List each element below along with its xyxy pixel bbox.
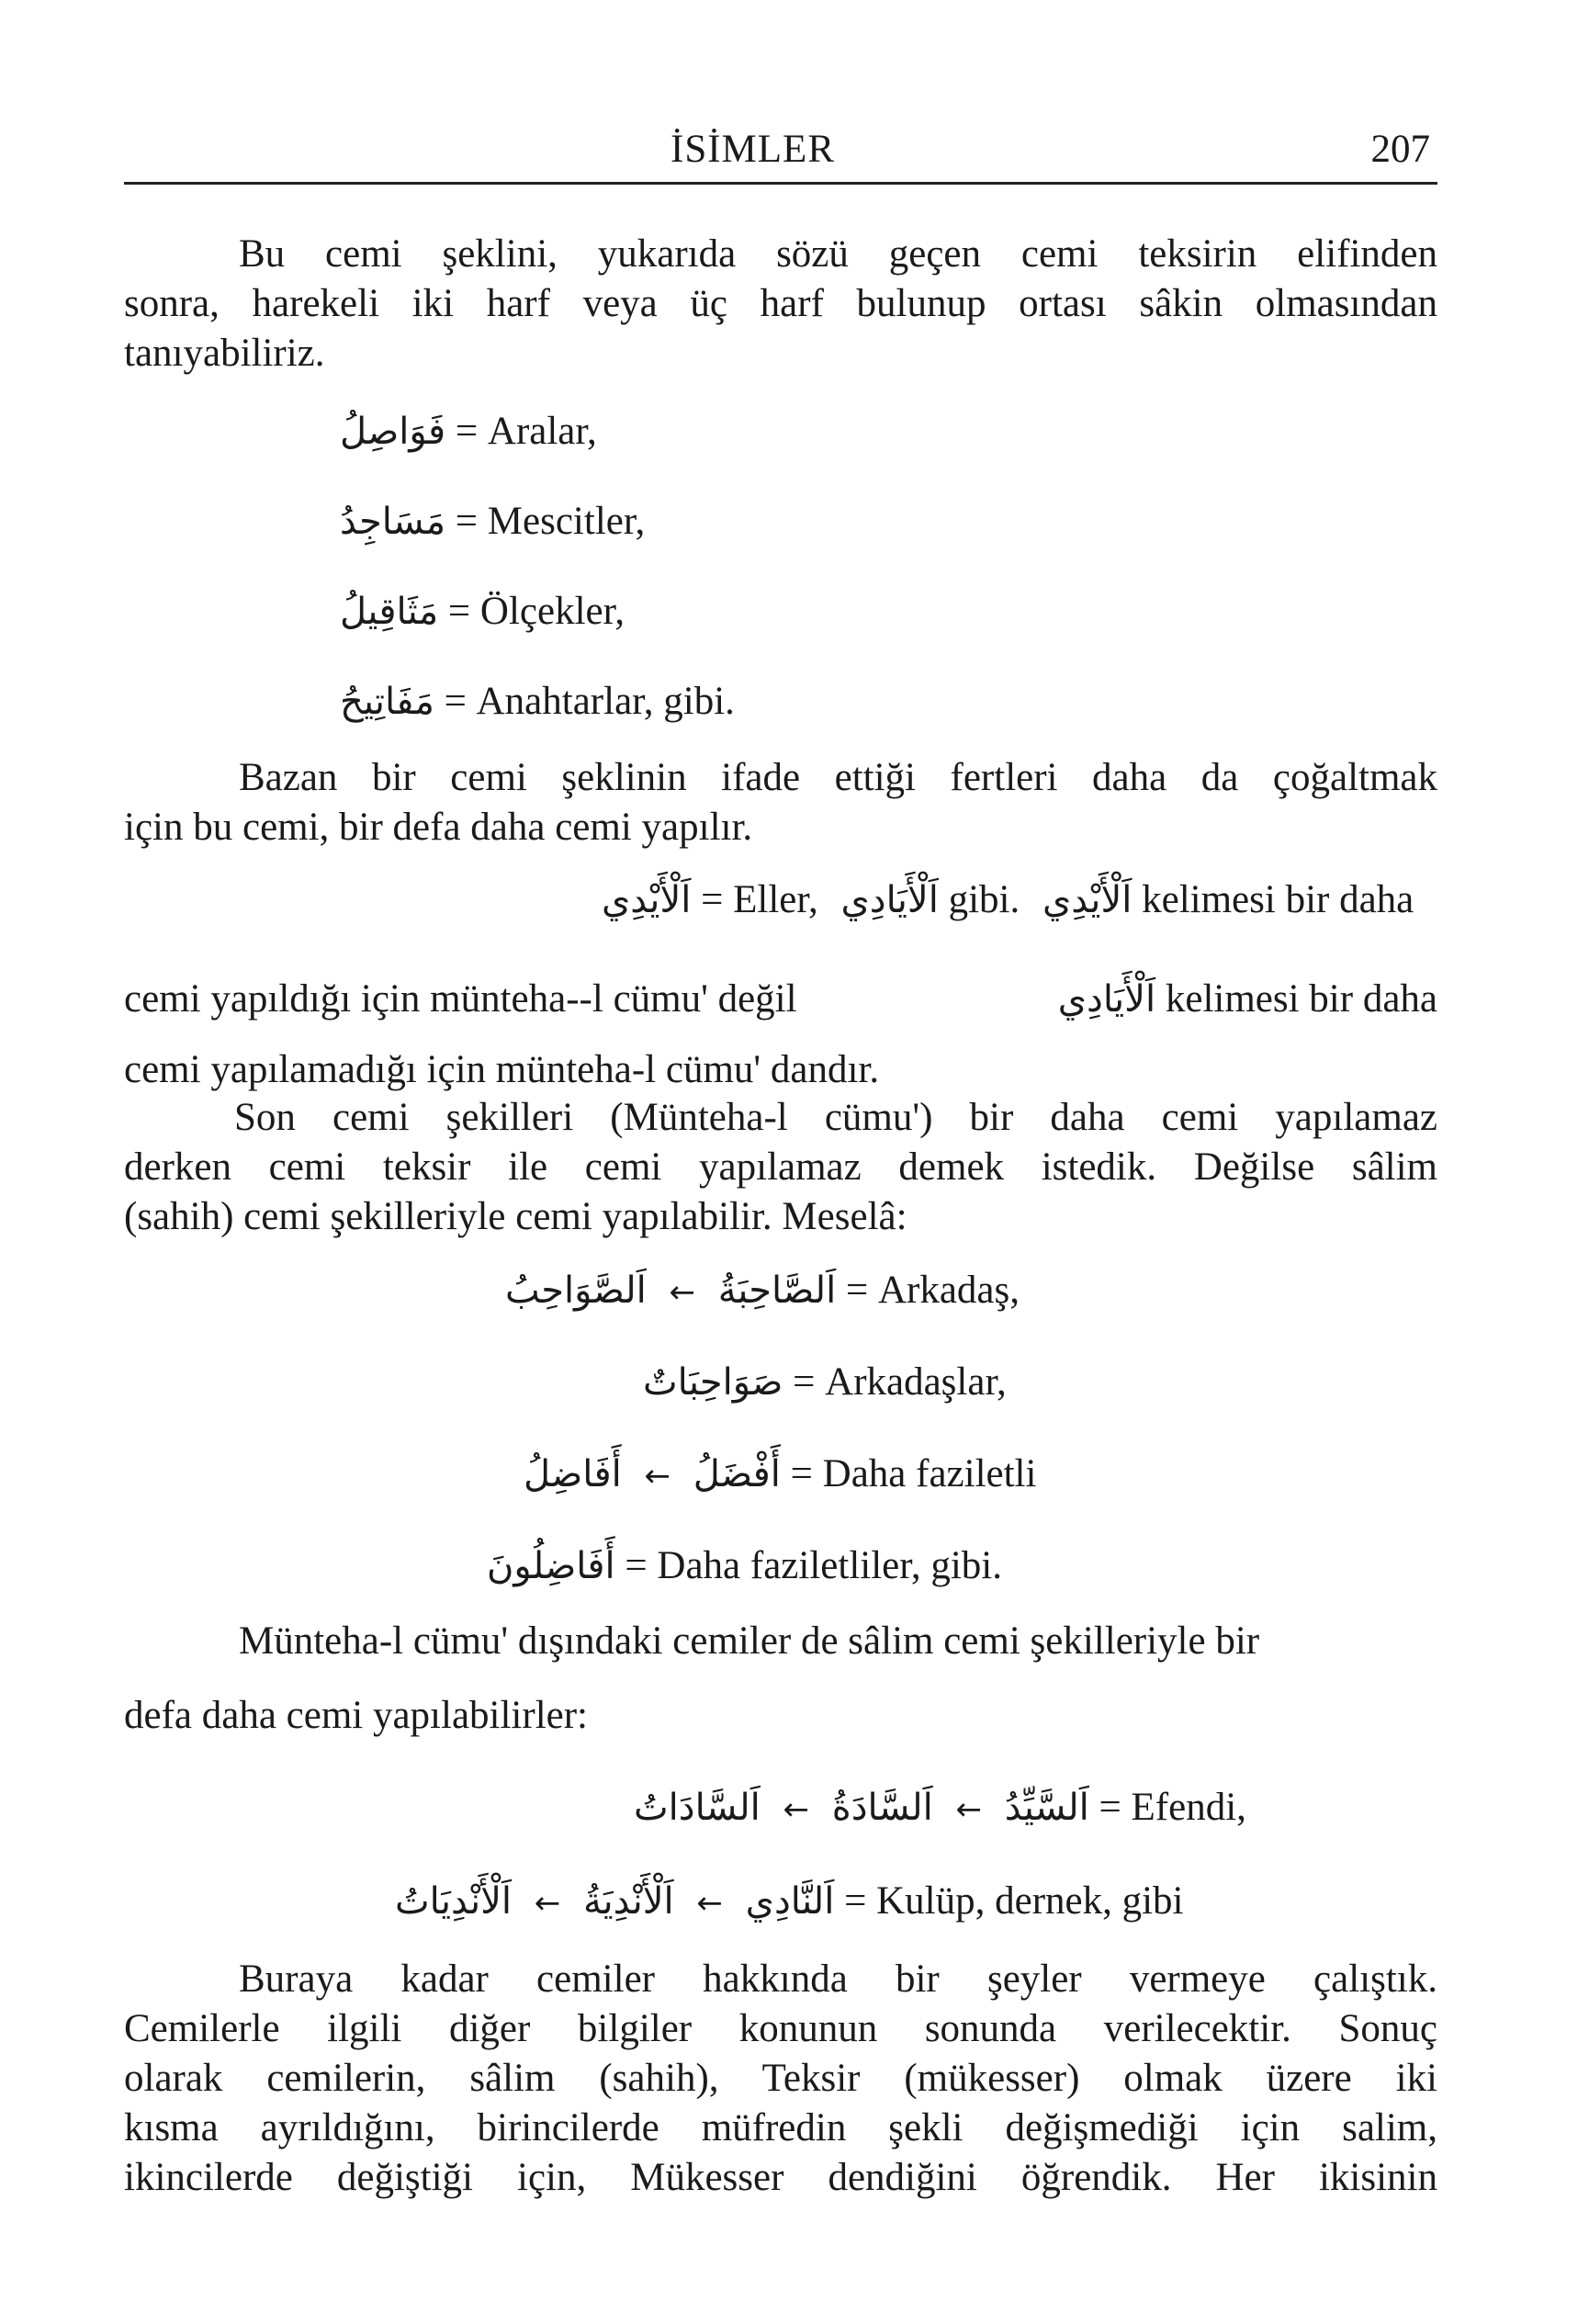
arabic-word: أَفَاضِلُ — [524, 1453, 622, 1495]
arabic-word: اَلسَّيِّدُ — [1004, 1787, 1089, 1829]
arrow-left-icon: ← — [534, 1885, 561, 1922]
text-line: Bazan bir cemi şeklinin ifade ettiği fertleri daha da çoğaltmak — [239, 756, 1437, 799]
translation: = Arkadaşlar, — [793, 1360, 1007, 1404]
text-line: olarak cemilerin, sâlim (sahih), Teksir (mükesser) olmak üzere iki — [124, 2057, 1437, 2100]
text: cemi yapıldığı için münteha--l cümu' değil — [124, 977, 797, 1021]
paragraph-4-line-2: defa daha cemi yapılabilirler: — [124, 1694, 588, 1737]
arabic-word: اَلْأَيَادِي — [840, 879, 939, 921]
translation: = Eller, — [701, 878, 818, 921]
example-arkadas — [505, 1263, 1020, 1320]
translation: = Efendi, — [1099, 1786, 1246, 1829]
line-eller — [602, 873, 1414, 928]
text-line: kısma ayrıldığını, birincilerde müfredin şekli değişmediği için salim, — [124, 2106, 1437, 2149]
text-line: sonra, harekeli iki harf veya üç harf bulunup ortası sâkin olmasından — [124, 282, 1437, 325]
arabic-word: اَلْأَنْدِيَةُ — [583, 1880, 674, 1923]
page-header — [124, 127, 1437, 185]
text-line: için bu cemi, bir defa daha cemi yapılır. — [124, 806, 753, 849]
text: kelimesi bir daha — [1165, 977, 1437, 1021]
translation: = Daha faziletliler, gibi. — [625, 1544, 1002, 1587]
example-faziletliler — [487, 1539, 1002, 1594]
text-line: derken cemi teksir ile cemi yapılamaz demek istedik. Değilse sâlim — [124, 1145, 1437, 1189]
arrow-left-icon: ← — [644, 1458, 671, 1495]
text: Münteha-l cümu' dışındaki cemiler de sâlim cemi şekilleriyle bir — [239, 1619, 1260, 1663]
paragraph-1 — [124, 230, 1437, 378]
line-yapilamadigi: cemi yapılamadığı için münteha-l cümu' dandır. — [124, 1048, 880, 1091]
arabic-word: اَلنَّادِي — [745, 1880, 835, 1923]
chapter-title: İSİMLER — [671, 128, 835, 171]
translation: = Kulüp, dernek, gibi — [844, 1879, 1184, 1923]
arrow-left-icon: ← — [783, 1791, 810, 1828]
paragraph-4-line-1 — [239, 1614, 1437, 1669]
text: gibi. — [948, 878, 1020, 921]
line-muntaha — [124, 972, 1437, 1027]
text-line: Buraya kadar cemiler hakkında bir şeyler vermeye çalıştık. — [239, 1957, 1437, 2001]
example-efendi — [634, 1780, 1246, 1837]
example-kulup — [395, 1874, 1184, 1931]
arabic-word: اَلْأَنْدِيَاتُ — [395, 1880, 513, 1923]
arabic-word: أَفْضَلُ — [693, 1453, 781, 1495]
text-line: Son cemi şekilleri (Münteha-l cümu') bir daha cemi yapılamaz — [234, 1096, 1437, 1139]
arabic-word: اَلسَّادَةُ — [831, 1787, 933, 1829]
translation: = Mescitler, — [455, 500, 646, 543]
arrow-left-icon: ← — [696, 1885, 723, 1922]
arabic-word: أَفَاضِلُونَ — [487, 1545, 615, 1587]
paragraph-5 — [124, 1955, 1437, 2203]
paragraph-2 — [124, 753, 1437, 852]
translation: = Anahtarlar, gibi. — [444, 680, 735, 723]
text-line: Bu cemi şeklini, yukarıda sözü geçen cemi teksirin elifinden — [239, 232, 1437, 276]
arabic-word: فَوَاصِلُ — [340, 411, 446, 453]
translation: = Aralar, — [455, 410, 597, 453]
example-anahtarlar — [340, 674, 735, 729]
text-line: tanıyabiliriz. — [124, 332, 325, 375]
example-arkadaslar — [643, 1355, 1007, 1410]
example-mescitler — [340, 494, 645, 549]
translation: = Ölçekler, — [447, 590, 625, 633]
arabic-word: مَفَاتِيحُ — [340, 681, 434, 723]
arabic-word: مَسَاجِدُ — [340, 501, 446, 543]
page-number: 207 — [1370, 128, 1430, 171]
example-faziletli — [524, 1447, 1036, 1504]
arabic-word: اَلصَّاحِبَةُ — [717, 1269, 837, 1312]
arabic-word: مَثَاقِيلُ — [340, 591, 439, 633]
translation: = Arkadaş, — [845, 1269, 1020, 1312]
text-line: ikincilerde değiştiği için, Mükesser dendiğini öğrendik. Her ikisinin — [124, 2156, 1437, 2199]
translation: = Daha faziletli — [790, 1452, 1037, 1495]
text-line: (sahih) cemi şekilleriyle cemi yapılabilir. Meselâ: — [124, 1195, 907, 1238]
arabic-word: اَلصَّوَاحِبُ — [505, 1269, 647, 1312]
arabic-word: اَلْأَيَادِي — [1057, 978, 1156, 1021]
text: kelimesi bir daha — [1142, 878, 1414, 921]
arabic-word: اَلسَّادَاتُ — [634, 1787, 761, 1829]
arrow-left-icon: ← — [669, 1274, 696, 1311]
text-line: Cemilerle ilgili diğer bilgiler konunun sonunda verilecektir. Sonuç — [124, 2007, 1437, 2050]
paragraph-3 — [124, 1093, 1437, 1242]
arabic-word: صَوَاحِبَاتٌ — [643, 1361, 783, 1404]
arabic-word: اَلْأَيْدِي — [1042, 879, 1133, 921]
arrow-left-icon: ← — [955, 1791, 982, 1828]
example-aralar — [340, 404, 597, 459]
example-olcekler — [340, 584, 625, 639]
arabic-word: اَلْأَيْدِي — [602, 879, 692, 921]
